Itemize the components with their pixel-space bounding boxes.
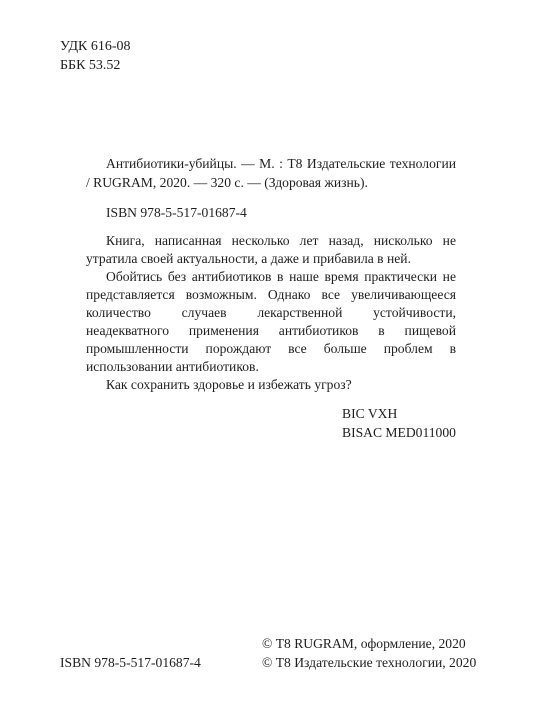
bisac-code: BISAC MED011000 bbox=[342, 425, 456, 440]
bibliographic-record: Антибиотики-убийцы. — М. : Т8 Издательские технологии / RUGRAM, 2020. — 320 с. — (Здоровая жизнь). bbox=[86, 156, 456, 190]
annotation bbox=[86, 232, 456, 394]
footer-isbn: ISBN 978-5-517-01687-4 bbox=[60, 655, 201, 670]
annotation-paragraph-2: Обойтись без антибиотиков в наше время практически не представляется возможным. Однако все увеличивающееся количество случаев лекарственной устойчивости, неадекватного применения антибиотиков в пищевой промышленности порождают все больше проблем в использовании антибиотиков. bbox=[86, 269, 456, 374]
bic-code: BIC VXH bbox=[342, 406, 398, 421]
annotation-paragraph-3: Как сохранить здоровье и избежать угроз? bbox=[106, 377, 352, 392]
isbn-line: ISBN 978-5-517-01687-4 bbox=[106, 205, 247, 220]
annotation-paragraph-1: Книга, написанная несколько лет назад, нисколько не утратила своей актуальности, а даже и прибавила в ней. bbox=[86, 233, 456, 266]
bbk-code: ББК 53.52 bbox=[60, 58, 121, 73]
copyright-design: © Т8 RUGRAM, оформление, 2020 bbox=[262, 636, 466, 651]
udk-code: УДК 616-08 bbox=[60, 39, 131, 54]
copyright-publisher: © Т8 Издательские технологии, 2020 bbox=[262, 655, 477, 670]
